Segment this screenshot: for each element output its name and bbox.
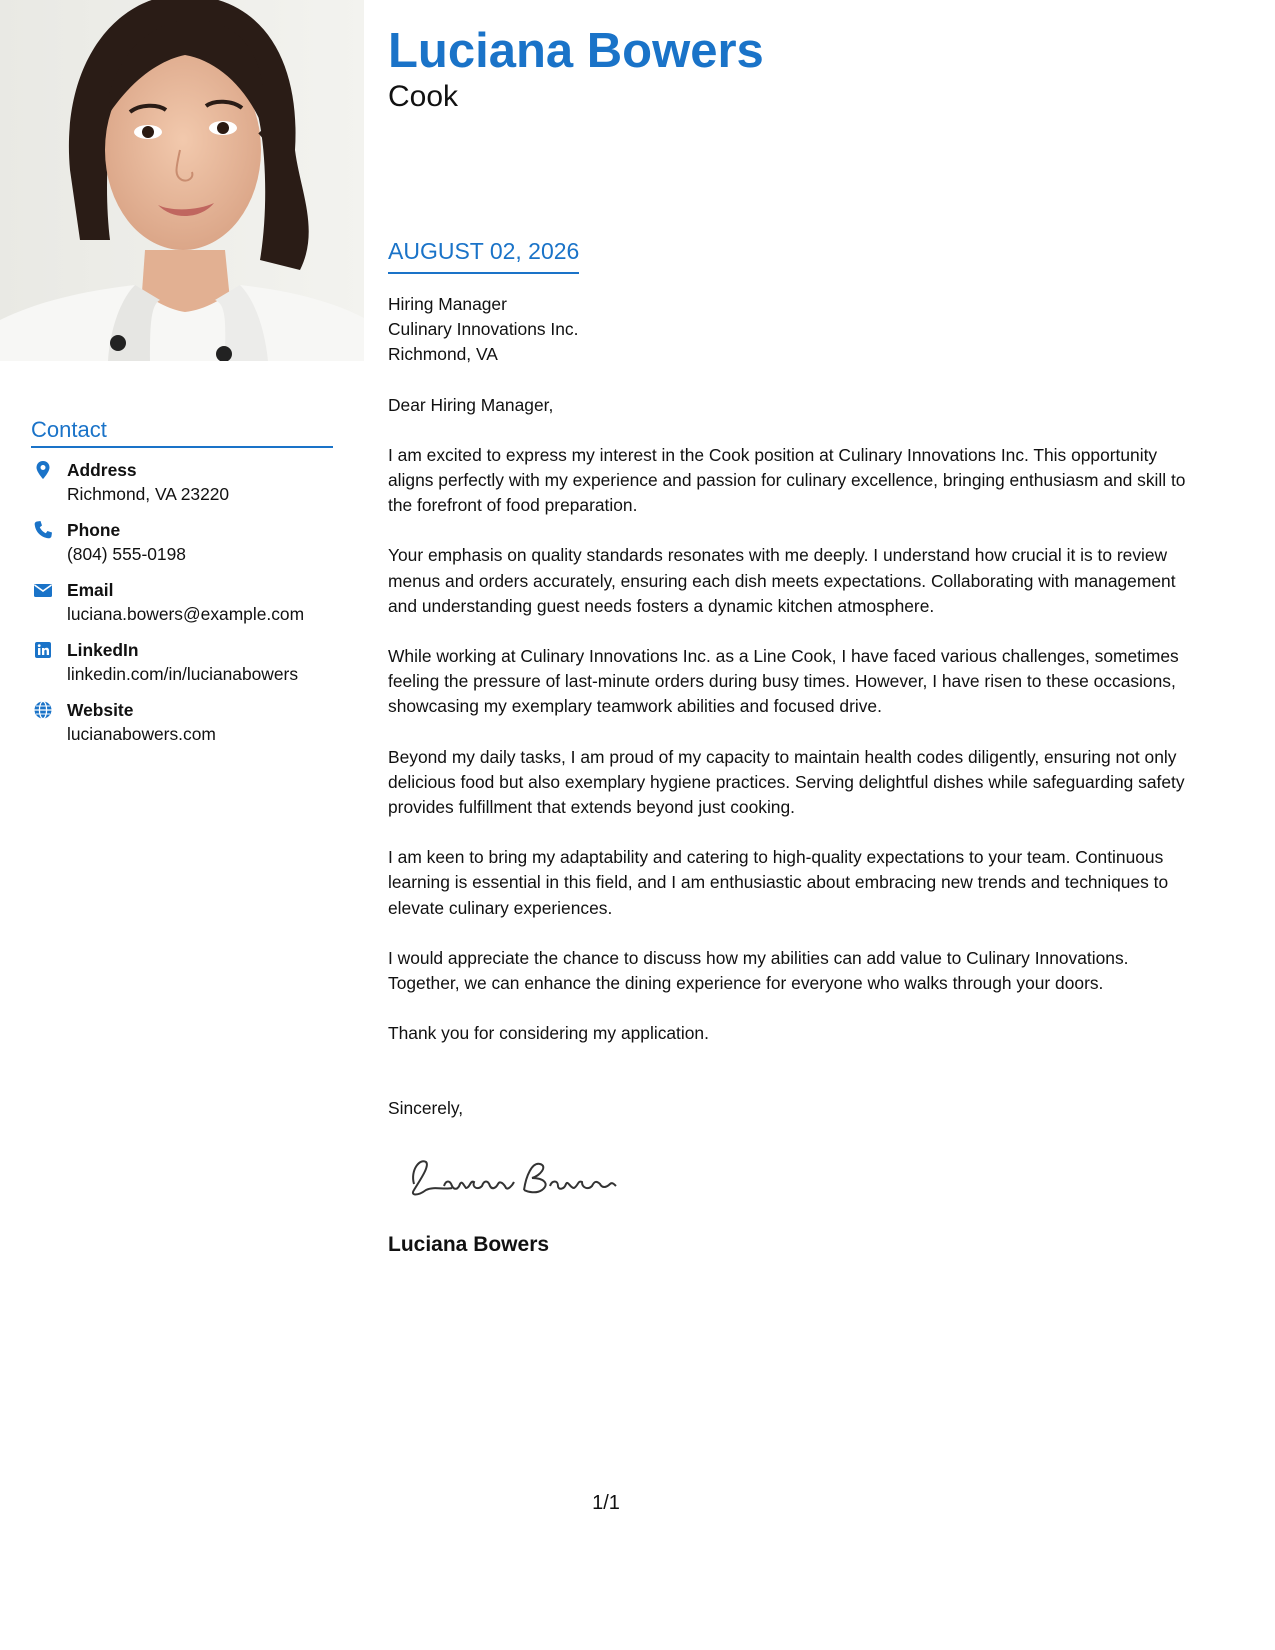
letter-paragraph: Thank you for considering my application. (388, 1023, 709, 1044)
contact-item-website (31, 698, 351, 758)
recipient-line: Hiring Manager (388, 294, 507, 314)
letter-paragraph: Your emphasis on quality standards resonates with me deeply. I understand how crucial it is to review menus and orders accurately, ensuring each dish meets expectations. Collaborating with management and understanding guest needs fosters a dynamic kitchen atmosphere. (388, 545, 1176, 616)
recipient-line: Richmond, VA (388, 344, 498, 365)
letter-paragraph: I am excited to express my interest in the Cook position at Culinary Innovations Inc. This opportunity aligns perfectly with my experience and passion for culinary excellence, bringing enthusiasm and skill to the forefront of food preparation. (388, 444, 1186, 516)
profile-photo (0, 0, 364, 361)
envelope-icon (33, 580, 53, 600)
salutation: Dear Hiring Manager, (388, 394, 554, 415)
closing: Sincerely, (388, 1098, 464, 1118)
contact-value: (804) 555-0198 (67, 544, 186, 564)
contact-item-email (31, 578, 351, 638)
contact-value: luciana.bowers@example.com (67, 604, 305, 624)
contact-label: Website (67, 700, 134, 720)
map-pin-icon (33, 460, 53, 480)
contact-label: Address (67, 460, 137, 480)
contact-item-phone (31, 518, 351, 578)
contact-label: LinkedIn (67, 640, 139, 660)
recipient-line: Culinary Innovations Inc. (388, 319, 579, 340)
contact-label: Phone (67, 520, 121, 540)
contact-item-address (31, 458, 351, 518)
page-number: 1/1 (592, 1492, 620, 1514)
letter-paragraph: I am keen to bring my adaptability and catering to high-quality expectations to your team. Continuous learning is essential in this field, and I am enthusiastic about embracing new trends and techniques to elevate culinary experiences. (388, 847, 1169, 918)
linkedin-icon (33, 640, 53, 660)
applicant-name: Luciana Bowers (388, 24, 764, 78)
signature-image (400, 1150, 630, 1206)
contact-value: lucianabowers.com (67, 724, 216, 744)
contact-list (31, 458, 351, 758)
phone-icon (33, 520, 53, 540)
contact-value: linkedin.com/in/lucianabowers (67, 664, 299, 684)
letter-body (388, 292, 1200, 1071)
contact-label: Email (67, 580, 114, 600)
recipient-block (388, 292, 1200, 368)
contact-value: Richmond, VA 23220 (67, 484, 230, 504)
signed-name: Luciana Bowers (388, 1233, 550, 1256)
applicant-role: Cook (388, 80, 459, 113)
letter-date: AUGUST 02, 2026 (388, 236, 579, 274)
contact-item-linkedin (31, 638, 351, 698)
letter-paragraph: While working at Culinary Innovations Inc. as a Line Cook, I have faced various challenges, sometimes feeling the pressure of last-minute orders during busy times. However, I have risen to these occasions, showcasing my exemplary teamwork abilities and focused drive. (388, 646, 1179, 717)
contact-heading: Contact (31, 416, 333, 448)
letter-paragraph: Beyond my daily tasks, I am proud of my capacity to maintain health codes diligently, ensuring not only delicious food but also exemplary hygiene practices. Serving delightful dishes while safeguarding safety provides fulfillment that extends beyond just cooking. (388, 746, 1185, 818)
globe-icon (33, 700, 53, 720)
letter-paragraph: I would appreciate the chance to discuss how my abilities can add value to Culinary Innovations. Together, we can enhance the dining experience for everyone who walks through your doors. (388, 947, 1129, 994)
